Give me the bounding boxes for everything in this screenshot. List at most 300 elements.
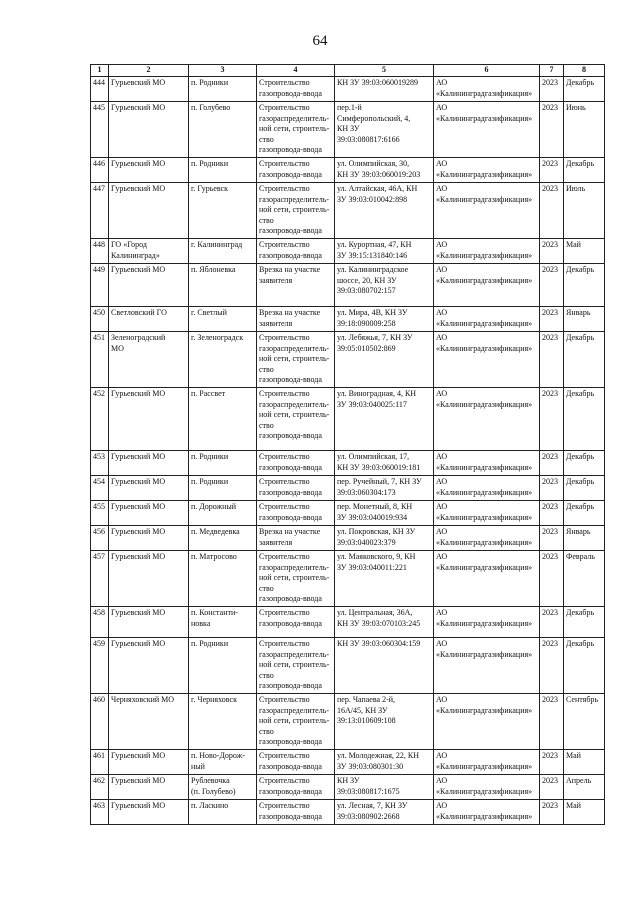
table-row (91, 264, 605, 307)
work-type-text: Строительство газопровода-ввода (259, 751, 322, 771)
work-type-cell (257, 476, 335, 501)
organization-cell (434, 307, 540, 332)
work-type-text: Строительство газораспределитель- ной сети, строитель- ство газопровода-ввода (259, 333, 330, 384)
year-text: 2023 (542, 477, 558, 486)
organization-text: АО «Калининградгазификация» (436, 452, 533, 472)
work-type-cell (257, 694, 335, 750)
month-text: Декабрь (566, 389, 595, 398)
locality-cell (189, 476, 257, 501)
locality-text: п. Родники (191, 639, 229, 648)
organization-text: АО «Калининградгазификация» (436, 265, 533, 285)
municipality-cell (109, 158, 189, 183)
column-header: 1 (91, 65, 109, 77)
column-header: 8 (564, 65, 605, 77)
work-type-cell (257, 501, 335, 526)
row-number-cell (91, 476, 109, 501)
table-row (91, 388, 605, 451)
municipality-text: Гурьевский МО (111, 78, 166, 87)
cadastral-address-cell (335, 476, 434, 501)
locality-text: п. Ново-Дорож- ный (191, 751, 245, 771)
locality-cell (189, 551, 257, 607)
locality-text: п. Голубево (191, 103, 231, 112)
locality-cell (189, 264, 257, 307)
year-text: 2023 (542, 240, 558, 249)
year-text: 2023 (542, 452, 558, 461)
cadastral-address-text: ул. Молодежная, 22, КН ЗУ 39:03:080301:30 (337, 751, 419, 771)
municipality-text: Гурьевский МО (111, 639, 166, 648)
row-number-cell (91, 183, 109, 239)
row-number-cell (91, 638, 109, 694)
table-row (91, 451, 605, 476)
row-number-text: 450 (93, 308, 105, 317)
organization-text: АО «Калининградгазификация» (436, 527, 533, 547)
month-cell (564, 102, 605, 158)
municipality-text: ГО «Город Калининград» (111, 240, 160, 260)
row-number-cell (91, 551, 109, 607)
table-row (91, 526, 605, 551)
organization-text: АО «Калининградгазификация» (436, 477, 533, 497)
month-text: Февраль (566, 552, 595, 561)
work-type-text: Строительство газораспределитель- ной сети, строитель- ство газопровода-ввода (259, 639, 330, 690)
organization-cell (434, 551, 540, 607)
row-number-cell (91, 501, 109, 526)
month-text: Декабрь (566, 333, 595, 342)
work-type-cell (257, 102, 335, 158)
year-cell (540, 307, 564, 332)
row-number-text: 444 (93, 78, 105, 87)
table-row (91, 750, 605, 775)
row-number-cell (91, 388, 109, 451)
table-row (91, 183, 605, 239)
month-text: Январь (566, 527, 591, 536)
cadastral-address-cell (335, 158, 434, 183)
table-row (91, 607, 605, 638)
cadastral-address-text: КН ЗУ 39:03:060304:159 (337, 639, 421, 648)
organization-text: АО «Калининградгазификация» (436, 78, 533, 98)
month-text: Декабрь (566, 265, 595, 274)
organization-cell (434, 77, 540, 102)
work-type-text: Строительство газопровода-ввода (259, 240, 322, 260)
cadastral-address-text: пер.1-й Симферопольский, 4, КН ЗУ 39:03:080817:6166 (337, 103, 411, 144)
locality-cell (189, 77, 257, 102)
municipality-cell (109, 451, 189, 476)
organization-cell (434, 750, 540, 775)
locality-text: п. Родники (191, 452, 229, 461)
work-type-cell (257, 183, 335, 239)
locality-text: п. Матросово (191, 552, 237, 561)
table-row (91, 77, 605, 102)
organization-text: АО «Калининградгазификация» (436, 751, 533, 771)
month-cell (564, 607, 605, 638)
organization-text: АО «Калининградгазификация» (436, 159, 533, 179)
work-type-cell (257, 332, 335, 388)
locality-cell (189, 526, 257, 551)
year-text: 2023 (542, 608, 558, 617)
table-row (91, 239, 605, 264)
row-number-cell (91, 775, 109, 800)
work-type-text: Строительство газораспределитель- ной сети, строитель- ство газопровода-ввода (259, 389, 330, 440)
year-cell (540, 775, 564, 800)
municipality-text: Гурьевский МО (111, 776, 166, 785)
table-row (91, 102, 605, 158)
year-text: 2023 (542, 502, 558, 511)
municipality-text: Зеленоградский МО (111, 333, 166, 353)
locality-text: Рублевочка (п. Голубево) (191, 776, 236, 796)
cadastral-address-cell (335, 694, 434, 750)
month-cell (564, 183, 605, 239)
organization-cell (434, 158, 540, 183)
table-row (91, 476, 605, 501)
organization-text: АО «Калининградгазификация» (436, 801, 533, 821)
organization-cell (434, 476, 540, 501)
month-text: Май (566, 751, 581, 760)
month-text: Декабрь (566, 78, 595, 87)
organization-cell (434, 638, 540, 694)
work-type-text: Строительство газораспределитель- ной сети, строитель- ство газопровода-ввода (259, 552, 330, 603)
locality-text: п. Яблоневка (191, 265, 236, 274)
cadastral-address-text: ул. Олимпийская, 30, КН ЗУ 39:03:060019:203 (337, 159, 421, 179)
municipality-text: Гурьевский МО (111, 801, 166, 810)
year-text: 2023 (542, 751, 558, 760)
row-number-text: 449 (93, 265, 105, 274)
month-cell (564, 77, 605, 102)
organization-cell (434, 775, 540, 800)
row-number-text: 456 (93, 527, 105, 536)
municipality-text: Гурьевский МО (111, 477, 166, 486)
organization-text: АО «Калининградгазификация» (436, 308, 533, 328)
cadastral-address-cell (335, 775, 434, 800)
year-cell (540, 607, 564, 638)
month-cell (564, 638, 605, 694)
year-text: 2023 (542, 184, 558, 193)
locality-cell (189, 388, 257, 451)
municipality-text: Гурьевский МО (111, 265, 166, 274)
row-number-text: 452 (93, 389, 105, 398)
row-number-cell (91, 77, 109, 102)
locality-cell (189, 607, 257, 638)
cadastral-address-cell (335, 264, 434, 307)
cadastral-address-text: ул. Алтайская, 46А, КН ЗУ 39:03:010042:898 (337, 184, 418, 204)
municipality-cell (109, 526, 189, 551)
year-cell (540, 77, 564, 102)
row-number-cell (91, 102, 109, 158)
locality-text: г. Зеленоградск (191, 333, 244, 342)
year-text: 2023 (542, 265, 558, 274)
column-header: 5 (335, 65, 434, 77)
organization-cell (434, 183, 540, 239)
year-cell (540, 526, 564, 551)
organization-cell (434, 388, 540, 451)
municipality-text: Гурьевский МО (111, 502, 166, 511)
work-type-text: Строительство газораспределитель- ной сети, строитель- ство газопровода-ввода (259, 695, 330, 746)
row-number-cell (91, 750, 109, 775)
municipality-cell (109, 551, 189, 607)
cadastral-address-text: ул. Центральная, 36А, КН ЗУ 39:03:070103:245 (337, 608, 421, 628)
row-number-cell (91, 239, 109, 264)
locality-cell (189, 102, 257, 158)
organization-cell (434, 102, 540, 158)
month-text: Май (566, 240, 581, 249)
locality-text: п. Медведевка (191, 527, 240, 536)
month-text: Декабрь (566, 477, 595, 486)
work-type-text: Врезка на участке заявителя (259, 265, 321, 285)
row-number-cell (91, 307, 109, 332)
cadastral-address-cell (335, 607, 434, 638)
work-type-cell (257, 800, 335, 825)
cadastral-address-cell (335, 388, 434, 451)
work-type-cell (257, 775, 335, 800)
gasification-schedule-table (90, 64, 605, 825)
cadastral-address-cell (335, 638, 434, 694)
year-cell (540, 158, 564, 183)
year-cell (540, 332, 564, 388)
row-number-cell (91, 526, 109, 551)
organization-text: АО «Калининградгазификация» (436, 695, 533, 715)
month-text: Декабрь (566, 608, 595, 617)
organization-cell (434, 264, 540, 307)
month-text: Декабрь (566, 452, 595, 461)
year-cell (540, 694, 564, 750)
month-text: Декабрь (566, 159, 595, 168)
work-type-text: Строительство газопровода-ввода (259, 159, 322, 179)
table-row (91, 551, 605, 607)
municipality-cell (109, 501, 189, 526)
work-type-cell (257, 264, 335, 307)
table-row (91, 775, 605, 800)
municipality-cell (109, 102, 189, 158)
year-cell (540, 102, 564, 158)
year-text: 2023 (542, 552, 558, 561)
municipality-cell (109, 638, 189, 694)
cadastral-address-text: пер. Монетный, 8, КН ЗУ 39:03:040019:934 (337, 502, 413, 522)
month-text: Июль (566, 184, 586, 193)
cadastral-address-text: ул. Калининградское шоссе, 20, КН ЗУ 39:03:080702:157 (337, 265, 409, 295)
municipality-cell (109, 307, 189, 332)
cadastral-address-text: КН ЗУ 39:03:060019289 (337, 78, 419, 87)
organization-cell (434, 800, 540, 825)
locality-text: г. Черняховск (191, 695, 237, 704)
cadastral-address-cell (335, 551, 434, 607)
work-type-text: Строительство газопровода-ввода (259, 477, 322, 497)
municipality-cell (109, 607, 189, 638)
month-cell (564, 800, 605, 825)
month-text: Апрель (566, 776, 592, 785)
year-text: 2023 (542, 527, 558, 536)
locality-cell (189, 694, 257, 750)
table-row (91, 332, 605, 388)
municipality-text: Гурьевский МО (111, 552, 166, 561)
year-cell (540, 476, 564, 501)
column-number-row (91, 65, 605, 77)
year-cell (540, 800, 564, 825)
cadastral-address-text: КН ЗУ 39:03:080817:1675 (337, 776, 400, 796)
municipality-text: Гурьевский МО (111, 608, 166, 617)
locality-text: п. Родники (191, 78, 229, 87)
row-number-cell (91, 332, 109, 388)
cadastral-address-cell (335, 800, 434, 825)
cadastral-address-cell (335, 239, 434, 264)
work-type-text: Строительство газопровода-ввода (259, 608, 322, 628)
month-cell (564, 476, 605, 501)
municipality-text: Гурьевский МО (111, 452, 166, 461)
cadastral-address-text: ул. Лебяжья, 7, КН ЗУ 39:05:010502:869 (337, 333, 413, 353)
row-number-cell (91, 607, 109, 638)
month-cell (564, 388, 605, 451)
month-cell (564, 332, 605, 388)
locality-cell (189, 183, 257, 239)
table-row (91, 307, 605, 332)
cadastral-address-text: ул. Лесная, 7, КН ЗУ 39:03:080902:2668 (337, 801, 408, 821)
table-row (91, 158, 605, 183)
municipality-text: Гурьевский МО (111, 527, 166, 536)
municipality-cell (109, 183, 189, 239)
organization-text: АО «Калининградгазификация» (436, 552, 533, 572)
organization-text: АО «Калининградгазификация» (436, 776, 533, 796)
row-number-cell (91, 694, 109, 750)
cadastral-address-cell (335, 501, 434, 526)
year-text: 2023 (542, 776, 558, 785)
municipality-text: Гурьевский МО (111, 103, 166, 112)
work-type-cell (257, 77, 335, 102)
cadastral-address-cell (335, 102, 434, 158)
month-text: Май (566, 801, 581, 810)
year-cell (540, 264, 564, 307)
work-type-cell (257, 750, 335, 775)
municipality-text: Гурьевский МО (111, 159, 166, 168)
locality-text: п. Константи- новка (191, 608, 238, 628)
year-cell (540, 501, 564, 526)
organization-cell (434, 451, 540, 476)
locality-text: г. Гурьевск (191, 184, 229, 193)
month-text: Сентябрь (566, 695, 599, 704)
row-number-text: 454 (93, 477, 105, 486)
month-cell (564, 750, 605, 775)
column-header: 3 (189, 65, 257, 77)
cadastral-address-text: ул. Мира, 4В, КН ЗУ 39:18:090009:258 (337, 308, 408, 328)
page-number: 64 (312, 33, 328, 49)
month-text: Январь (566, 308, 591, 317)
column-header: 6 (434, 65, 540, 77)
organization-text: АО «Калининградгазификация» (436, 389, 533, 409)
municipality-cell (109, 800, 189, 825)
cadastral-address-cell (335, 451, 434, 476)
cadastral-address-cell (335, 526, 434, 551)
year-cell (540, 551, 564, 607)
month-cell (564, 307, 605, 332)
row-number-text: 463 (93, 801, 105, 810)
organization-text: АО «Калининградгазификация» (436, 184, 533, 204)
row-number-cell (91, 800, 109, 825)
column-header: 2 (109, 65, 189, 77)
year-text: 2023 (542, 103, 558, 112)
row-number-text: 447 (93, 184, 105, 193)
cadastral-address-cell (335, 750, 434, 775)
year-text: 2023 (542, 78, 558, 87)
municipality-text: Гурьевский МО (111, 389, 166, 398)
municipality-cell (109, 239, 189, 264)
table-row (91, 800, 605, 825)
month-cell (564, 694, 605, 750)
organization-text: АО «Калининградгазификация» (436, 240, 533, 260)
year-text: 2023 (542, 308, 558, 317)
row-number-cell (91, 451, 109, 476)
table-row (91, 501, 605, 526)
row-number-cell (91, 158, 109, 183)
organization-cell (434, 332, 540, 388)
month-cell (564, 239, 605, 264)
organization-text: АО «Калининградгазификация» (436, 639, 533, 659)
work-type-text: Врезка на участке заявителя (259, 308, 321, 328)
month-cell (564, 501, 605, 526)
organization-cell (434, 526, 540, 551)
table-body (91, 77, 605, 825)
cadastral-address-text: ул. Курортная, 47, КН ЗУ 39:15:131840:146 (337, 240, 412, 260)
year-text: 2023 (542, 389, 558, 398)
cadastral-address-text: ул. Виноградная, 4, КН ЗУ 39:03:040025:117 (337, 389, 417, 409)
cadastral-address-text: ул. Олимпийская, 17, КН ЗУ 39:03:060019:181 (337, 452, 421, 472)
organization-text: АО «Калининградгазификация» (436, 103, 533, 123)
cadastral-address-cell (335, 183, 434, 239)
year-text: 2023 (542, 333, 558, 342)
row-number-text: 462 (93, 776, 105, 785)
cadastral-address-cell (335, 307, 434, 332)
year-cell (540, 239, 564, 264)
locality-cell (189, 239, 257, 264)
work-type-text: Врезка на участке заявителя (259, 527, 321, 547)
locality-text: г. Калининград (191, 240, 243, 249)
municipality-text: Светловский ГО (111, 308, 167, 317)
municipality-text: Гурьевский МО (111, 184, 166, 193)
row-number-text: 453 (93, 452, 105, 461)
month-cell (564, 158, 605, 183)
month-text: Июнь (566, 103, 586, 112)
year-cell (540, 451, 564, 476)
row-number-text: 458 (93, 608, 105, 617)
locality-cell (189, 775, 257, 800)
locality-cell (189, 158, 257, 183)
work-type-cell (257, 551, 335, 607)
municipality-cell (109, 388, 189, 451)
locality-cell (189, 307, 257, 332)
work-type-text: Строительство газораспределитель- ной сети, строитель- ство газопровода-ввода (259, 184, 330, 235)
month-cell (564, 551, 605, 607)
organization-cell (434, 501, 540, 526)
work-type-text: Строительство газопровода-ввода (259, 452, 322, 472)
locality-text: п. Дорожный (191, 502, 237, 511)
work-type-cell (257, 239, 335, 264)
locality-text: п. Родники (191, 477, 229, 486)
row-number-cell (91, 264, 109, 307)
locality-cell (189, 638, 257, 694)
month-cell (564, 526, 605, 551)
year-cell (540, 638, 564, 694)
column-header: 4 (257, 65, 335, 77)
locality-text: п. Рассвет (191, 389, 226, 398)
table-row (91, 638, 605, 694)
column-header: 7 (540, 65, 564, 77)
month-text: Декабрь (566, 639, 595, 648)
locality-cell (189, 800, 257, 825)
cadastral-address-text: ул. Маяковского, 9, КН ЗУ 39:03:040011:221 (337, 552, 416, 572)
row-number-text: 446 (93, 159, 105, 168)
month-cell (564, 775, 605, 800)
cadastral-address-text: ул. Покровская, КН ЗУ 39:03:040023:379 (337, 527, 416, 547)
year-cell (540, 750, 564, 775)
organization-cell (434, 239, 540, 264)
work-type-text: Строительство газопровода-ввода (259, 776, 322, 796)
row-number-text: 460 (93, 695, 105, 704)
work-type-text: Строительство газораспределитель- ной сети, строитель- ство газопровода-ввода (259, 103, 330, 154)
